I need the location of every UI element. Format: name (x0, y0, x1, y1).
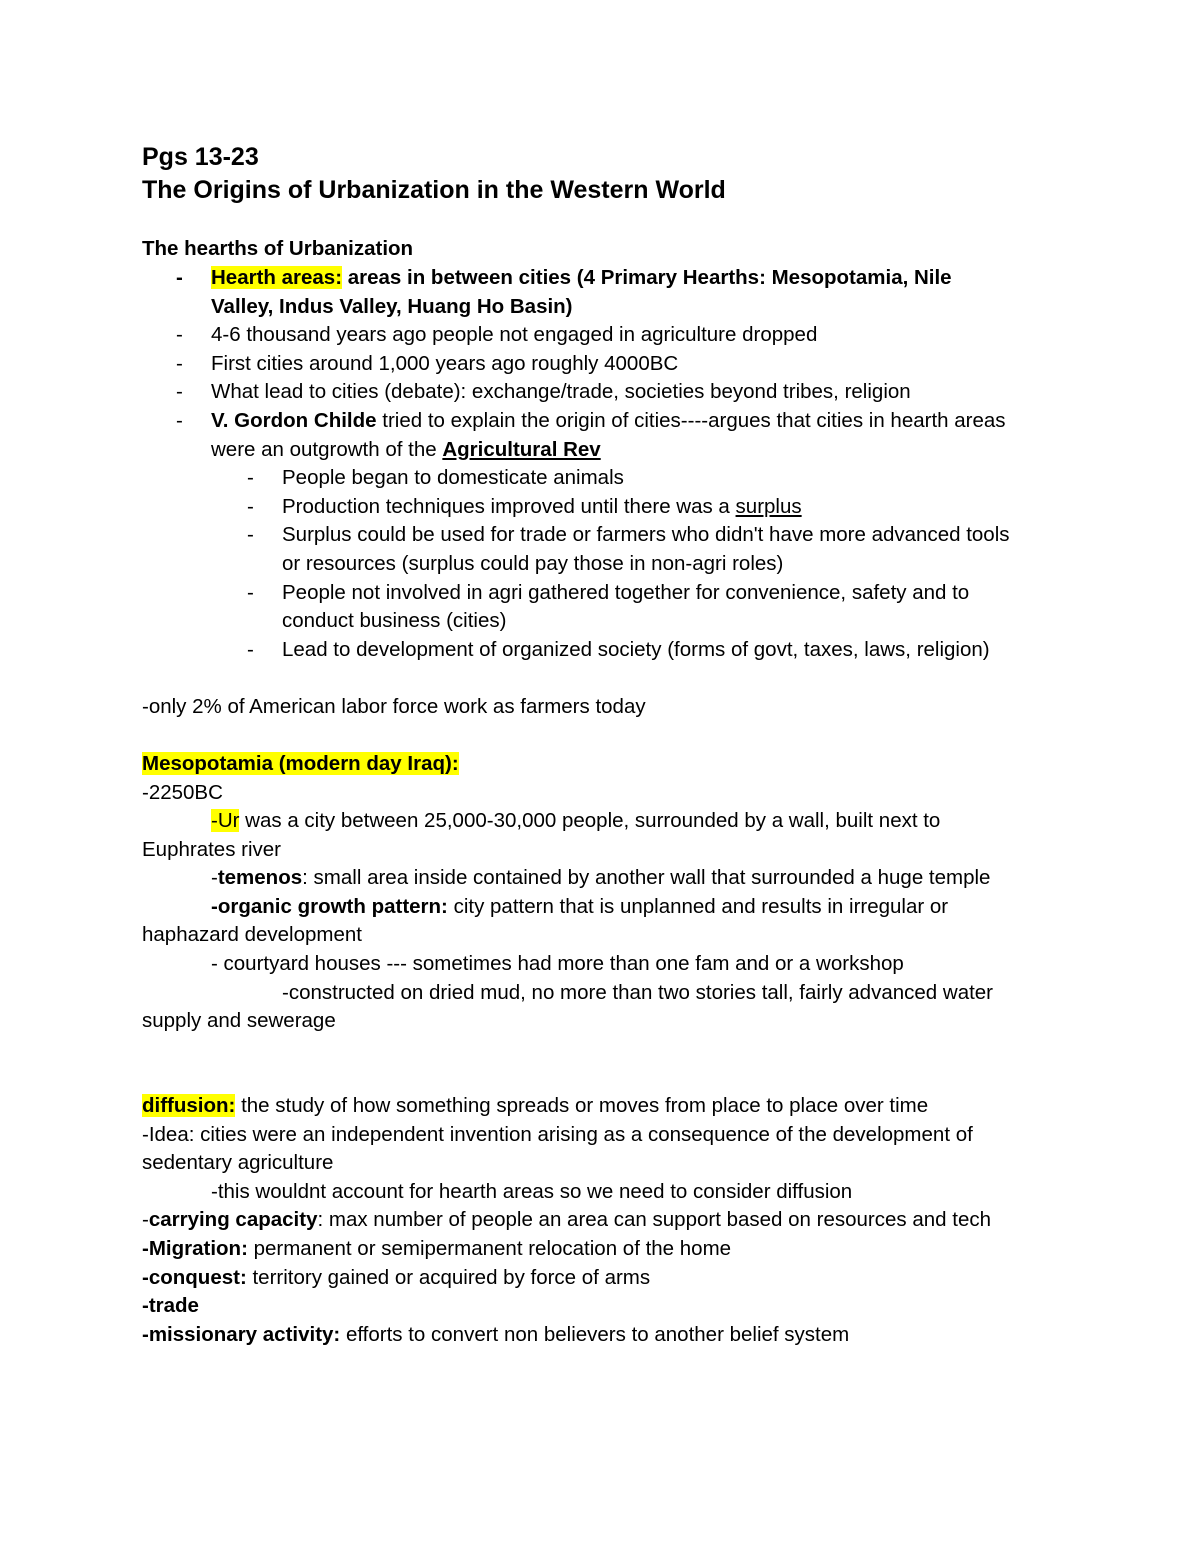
person-name: V. Gordon Childe (211, 409, 377, 432)
date-line: -2250BC (142, 781, 223, 804)
bullet-dash: - (176, 323, 183, 346)
idea-line-cont: sedentary agriculture (142, 1151, 334, 1174)
migration-line (142, 1235, 731, 1263)
bullet-text: areas in between cities (4 Primary Hearths: Mesopotamia, Nile (342, 266, 952, 289)
note-farmers: -only 2% of American labor force work as farmers today (142, 695, 646, 718)
sub-bullet-text: Production techniques improved until there was a (282, 495, 736, 518)
organic-line-cont: haphazard development (142, 923, 362, 946)
sub-bullet-item: People not involved in agri gathered together for convenience, safety and to (282, 581, 970, 604)
bold-term: carrying capacity (148, 1208, 318, 1231)
line-text: : small area inside contained by another wall that surrounded a huge temple (302, 866, 991, 889)
line-text: city pattern that is unplanned and results in irregular or (447, 895, 949, 918)
bullet-hearth-areas-cont: Valley, Indus Valley, Huang Ho Basin) (211, 295, 573, 318)
bullet-hearth-areas (211, 264, 952, 292)
sub-bullet-dash: - (247, 638, 254, 661)
bold-term: -Migration: (142, 1237, 248, 1260)
idea-line: -Idea: cities were an independent invention arising as a consequence of the development of (142, 1123, 973, 1146)
idea-line-note: -this wouldnt account for hearth areas so we need to consider diffusion (211, 1180, 853, 1203)
trade-line: -trade (142, 1294, 199, 1317)
diffusion-line (142, 1092, 928, 1120)
bullet-item: First cities around 1,000 years ago roughly 4000BC (211, 352, 679, 375)
sub-bullet-item: People began to domesticate animals (282, 466, 624, 489)
line-text: : max number of people an area can support based on resources and tech (317, 1208, 991, 1231)
line-text: was a city between 25,000-30,000 people, surrounded by a wall, built next to (239, 809, 941, 832)
bold-term: -conquest: (142, 1266, 247, 1289)
bullet-dash: - (176, 409, 183, 432)
bullet-childe (211, 407, 1006, 435)
bullet-dash: - (176, 380, 183, 403)
carrying-capacity-line (142, 1206, 991, 1234)
line-text: territory gained or acquired by force of arms (246, 1266, 651, 1289)
bullet-childe-cont (211, 436, 601, 464)
organic-line (211, 893, 948, 921)
line-dash: - (142, 1208, 149, 1231)
bullet-item: 4-6 thousand years ago people not engaged in agriculture dropped (211, 323, 818, 346)
sub-bullet-dash: - (247, 523, 254, 546)
chapter-title: The Origins of Urbanization in the Western World (142, 176, 726, 204)
sub-bullet-item-cont: conduct business (cities) (282, 609, 507, 632)
highlighted-term: -Ur (211, 809, 240, 832)
sub-bullet-dash: - (247, 495, 254, 518)
ur-line-cont: Euphrates river (142, 838, 282, 861)
bullet-dash: - (176, 352, 183, 375)
bullet-item: What lead to cities (debate): exchange/trade, societies beyond tribes, religion (211, 380, 911, 403)
mud-line-cont: supply and sewerage (142, 1009, 336, 1032)
line-text: permanent or semipermanent relocation of the home (247, 1237, 732, 1260)
missionary-line (142, 1321, 849, 1349)
line-text: efforts to convert non believers to another belief system (340, 1323, 850, 1346)
page-range-title: Pgs 13-23 (142, 143, 259, 171)
bullet-text: tried to explain the origin of cities----argues that cities in hearth areas (376, 409, 1006, 432)
bold-term: -missionary activity: (142, 1323, 341, 1346)
conquest-line (142, 1264, 650, 1292)
highlighted-heading: Mesopotamia (modern day Iraq): (142, 752, 459, 775)
surplus-term: surplus (735, 495, 802, 518)
bullet-dash: - (176, 266, 183, 289)
sub-bullet-item-cont: or resources (surplus could pay those in non-agri roles) (282, 552, 784, 575)
sub-bullet-dash: - (247, 466, 254, 489)
ur-line (211, 807, 940, 835)
section-heading-hearths: The hearths of Urbanization (142, 237, 414, 260)
highlighted-term: diffusion: (142, 1094, 236, 1117)
line-text: the study of how something spreads or moves from place to place over time (235, 1094, 929, 1117)
courtyard-line: - courtyard houses --- sometimes had more than one fam and or a workshop (211, 952, 904, 975)
bold-term: -organic growth pattern: (211, 895, 448, 918)
sub-bullet-dash: - (247, 581, 254, 604)
sub-bullet-item (282, 493, 802, 521)
highlighted-term: Hearth areas: (211, 266, 343, 289)
section-heading-mesopotamia (142, 750, 459, 778)
agricultural-rev-term: Agricultural Rev (442, 438, 601, 461)
sub-bullet-item: Lead to development of organized society (forms of govt, taxes, laws, religion) (282, 638, 990, 661)
line-dash: - (211, 866, 218, 889)
bold-term: temenos (217, 866, 303, 889)
sub-bullet-item: Surplus could be used for trade or farmers who didn't have more advanced tools (282, 523, 1010, 546)
bullet-text: were an outgrowth of the (211, 438, 443, 461)
temenos-line (211, 864, 990, 892)
mud-line: -constructed on dried mud, no more than two stories tall, fairly advanced water (282, 981, 994, 1004)
